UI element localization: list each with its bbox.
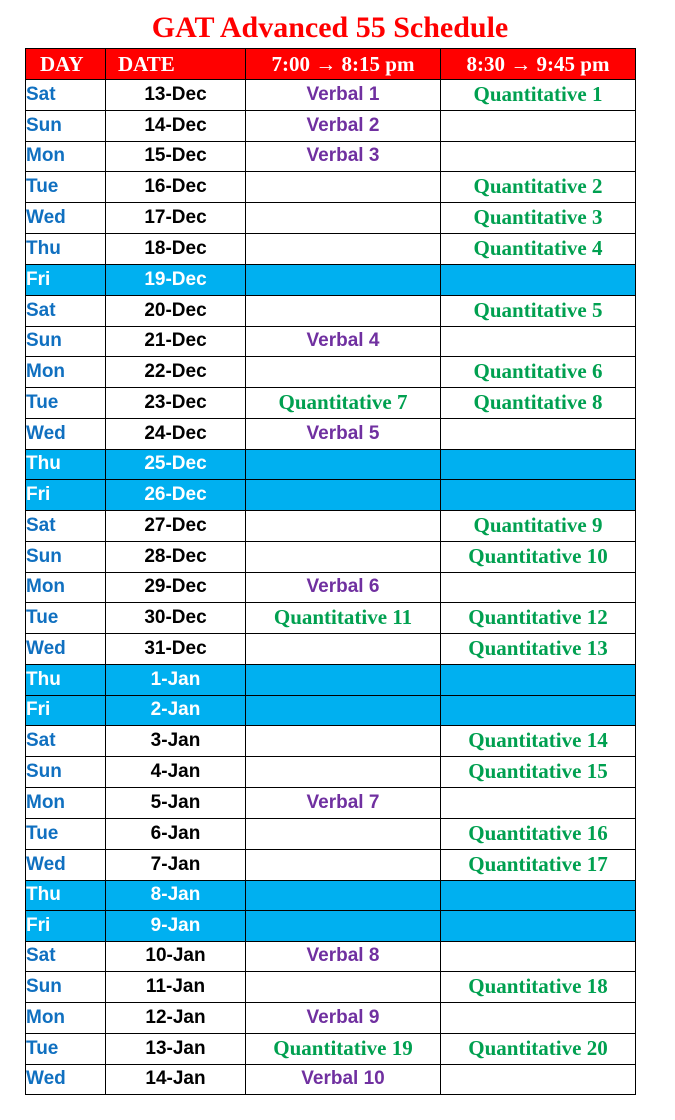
slot-1-cell: [246, 1033, 441, 1064]
slot-2-cell: [441, 419, 636, 450]
table-row: [26, 141, 636, 172]
table-row-holiday: [26, 911, 636, 942]
day-cell: Mon: [26, 572, 106, 603]
day-cell: Wed: [26, 419, 106, 450]
quantitative-session: Quantitative 20: [468, 1035, 608, 1060]
verbal-session: Verbal 9: [306, 1006, 380, 1028]
table-row: [26, 172, 636, 203]
date-cell: 30-Dec: [106, 603, 246, 634]
date-cell: 29-Dec: [106, 572, 246, 603]
quantitative-session: Quantitative 4: [473, 236, 603, 260]
slot-2-cell: [441, 695, 636, 726]
slot-1-cell: [246, 665, 441, 696]
slot-1-cell: [246, 234, 441, 265]
slot-1-cell: [246, 941, 441, 972]
date-cell: 7-Jan: [106, 849, 246, 880]
quantitative-session: Quantitative 8: [473, 390, 603, 414]
slot-1-cell: [246, 357, 441, 388]
date-cell: 14-Jan: [106, 1064, 246, 1095]
slot-1-cell: [246, 388, 441, 419]
day-cell: Thu: [26, 449, 106, 480]
slot-2-cell: [441, 480, 636, 511]
table-row: [26, 818, 636, 849]
day-cell: Mon: [26, 141, 106, 172]
slot-1-cell: [246, 203, 441, 234]
slot-2-cell: [441, 510, 636, 541]
day-cell: Mon: [26, 788, 106, 819]
table-row-holiday: [26, 665, 636, 696]
slot-2-cell: [441, 265, 636, 296]
verbal-session: Verbal 8: [306, 945, 380, 967]
schedule-body: [26, 80, 636, 1095]
slot-1-cell: [246, 510, 441, 541]
slot-1-cell: [246, 1064, 441, 1095]
date-cell: 8-Jan: [106, 880, 246, 911]
slot-1-cell: [246, 788, 441, 819]
slot-1-cell: [246, 911, 441, 942]
date-cell: 28-Dec: [106, 541, 246, 572]
slot-2-cell: [441, 541, 636, 572]
slot-1-cell: [246, 295, 441, 326]
day-cell: Fri: [26, 265, 106, 296]
slot-1-cell: [246, 972, 441, 1003]
slot-2-cell: [441, 203, 636, 234]
day-cell: Sun: [26, 111, 106, 142]
table-row: [26, 849, 636, 880]
date-cell: 12-Jan: [106, 1003, 246, 1034]
date-cell: 4-Jan: [106, 757, 246, 788]
slot-2-cell: [441, 757, 636, 788]
slot-2-cell: [441, 665, 636, 696]
day-cell: Thu: [26, 665, 106, 696]
header-slot-2: 8:30 → 9:45 pm: [441, 49, 636, 80]
slot-2-cell: [441, 388, 636, 419]
quantitative-session: Quantitative 5: [473, 297, 603, 322]
day-cell: Fri: [26, 480, 106, 511]
quantitative-session: Quantitative 10: [468, 543, 608, 568]
header-row: [26, 49, 636, 80]
slot-1-cell: [246, 849, 441, 880]
day-cell: Tue: [26, 172, 106, 203]
table-row: [26, 541, 636, 572]
date-cell: 25-Dec: [106, 449, 246, 480]
verbal-session: Verbal 7: [306, 791, 380, 813]
day-cell: Wed: [26, 849, 106, 880]
slot-1-cell: [246, 634, 441, 665]
slot-2-cell: [441, 818, 636, 849]
day-cell: Tue: [26, 818, 106, 849]
table-row: [26, 111, 636, 142]
day-cell: Tue: [26, 1033, 106, 1064]
day-cell: Tue: [26, 603, 106, 634]
slot-1-cell: [246, 480, 441, 511]
day-cell: Wed: [26, 634, 106, 665]
verbal-session: Verbal 1: [306, 84, 380, 105]
day-cell: Sat: [26, 80, 106, 111]
table-row: [26, 788, 636, 819]
date-cell: 10-Jan: [106, 941, 246, 972]
date-cell: 31-Dec: [106, 634, 246, 665]
table-row-holiday: [26, 265, 636, 296]
table-row: [26, 572, 636, 603]
quantitative-session: Quantitative 12: [468, 605, 608, 629]
day-cell: Thu: [26, 234, 106, 265]
slot-2-cell: [441, 172, 636, 203]
slot-2-cell: [441, 1064, 636, 1095]
slot-2-cell: [441, 788, 636, 819]
slot-1-cell: [246, 726, 441, 757]
slot-1-cell: [246, 80, 441, 111]
date-cell: 3-Jan: [106, 726, 246, 757]
slot-1-cell: [246, 449, 441, 480]
date-cell: 6-Jan: [106, 818, 246, 849]
quantitative-session: Quantitative 15: [468, 759, 608, 783]
day-cell: Mon: [26, 1003, 106, 1034]
day-cell: Fri: [26, 695, 106, 726]
quantitative-session: Quantitative 16: [468, 820, 608, 845]
slot-1-cell: [246, 757, 441, 788]
date-cell: 21-Dec: [106, 326, 246, 357]
date-cell: 19-Dec: [106, 265, 246, 296]
header-slot-1: 7:00 → 8:15 pm: [246, 49, 441, 80]
day-cell: Sat: [26, 510, 106, 541]
header-day: DAY: [26, 49, 106, 80]
day-cell: Wed: [26, 203, 106, 234]
date-cell: 13-Jan: [106, 1033, 246, 1064]
verbal-session: Verbal 10: [301, 1068, 385, 1090]
day-cell: Sat: [26, 726, 106, 757]
date-cell: 1-Jan: [106, 665, 246, 696]
date-cell: 17-Dec: [106, 203, 246, 234]
table-row: [26, 357, 636, 388]
slot-2-cell: [441, 880, 636, 911]
day-cell: Mon: [26, 357, 106, 388]
slot-1-cell: [246, 603, 441, 634]
date-cell: 16-Dec: [106, 172, 246, 203]
slot-1-cell: [246, 419, 441, 450]
table-row: [26, 941, 636, 972]
day-cell: Sun: [26, 972, 106, 1003]
table-row: [26, 726, 636, 757]
page-title: GAT Advanced 55 Schedule: [151, 11, 509, 44]
slot-2-cell: [441, 911, 636, 942]
quantitative-session: Quantitative 7: [278, 390, 408, 414]
table-row-holiday: [26, 449, 636, 480]
date-cell: 26-Dec: [106, 480, 246, 511]
date-cell: 9-Jan: [106, 911, 246, 942]
table-row: [26, 295, 636, 326]
slot-1-cell: [246, 111, 441, 142]
day-cell: Tue: [26, 388, 106, 419]
date-cell: 27-Dec: [106, 510, 246, 541]
quantitative-session: Quantitative 19: [273, 1035, 413, 1060]
date-cell: 2-Jan: [106, 695, 246, 726]
table-row: [26, 634, 636, 665]
table-row: [26, 80, 636, 111]
slot-2-cell: [441, 972, 636, 1003]
table-row: [26, 203, 636, 234]
day-cell: Sat: [26, 941, 106, 972]
slot-1-cell: [246, 326, 441, 357]
slot-1-cell: [246, 818, 441, 849]
table-row-holiday: [26, 880, 636, 911]
slot-2-cell: [441, 726, 636, 757]
quantitative-session: Quantitative 6: [473, 359, 603, 383]
quantitative-session: Quantitative 14: [468, 728, 608, 752]
date-cell: 15-Dec: [106, 141, 246, 172]
slot-2-cell: [441, 572, 636, 603]
verbal-session: Verbal 5: [306, 422, 380, 444]
table-row: [26, 510, 636, 541]
table-row: [26, 603, 636, 634]
header-date: DATE: [106, 49, 246, 80]
day-cell: Sun: [26, 541, 106, 572]
date-cell: 13-Dec: [106, 80, 246, 111]
table-row: [26, 1003, 636, 1034]
slot-1-cell: [246, 541, 441, 572]
day-cell: Sun: [26, 326, 106, 357]
date-cell: 24-Dec: [106, 419, 246, 450]
quantitative-session: Quantitative 9: [473, 512, 603, 537]
verbal-session: Verbal 3: [306, 145, 380, 167]
table-row: [26, 1064, 636, 1095]
slot-1-cell: [246, 880, 441, 911]
day-cell: Thu: [26, 880, 106, 911]
slot-2-cell: [441, 234, 636, 265]
slot-2-cell: [441, 1003, 636, 1034]
verbal-session: Verbal 4: [306, 330, 380, 352]
slot-2-cell: [441, 295, 636, 326]
slot-2-cell: [441, 449, 636, 480]
slot-1-cell: [246, 141, 441, 172]
date-cell: 5-Jan: [106, 788, 246, 819]
verbal-session: Verbal 2: [306, 114, 380, 136]
slot-2-cell: [441, 326, 636, 357]
quantitative-session: Quantitative 1: [473, 82, 603, 106]
table-row: [26, 388, 636, 419]
slot-2-cell: [441, 603, 636, 634]
quantitative-session: Quantitative 13: [468, 636, 608, 660]
date-cell: 22-Dec: [106, 357, 246, 388]
schedule-table: [25, 48, 636, 1095]
slot-2-cell: [441, 80, 636, 111]
quantitative-session: Quantitative 3: [473, 205, 603, 229]
day-cell: Sat: [26, 295, 106, 326]
slot-1-cell: [246, 572, 441, 603]
day-cell: Sun: [26, 757, 106, 788]
table-row-holiday: [26, 695, 636, 726]
slot-1-cell: [246, 695, 441, 726]
slot-2-cell: [441, 1033, 636, 1064]
day-cell: Wed: [26, 1064, 106, 1095]
table-row: [26, 1033, 636, 1064]
quantitative-session: Quantitative 11: [273, 605, 413, 629]
date-cell: 18-Dec: [106, 234, 246, 265]
slot-1-cell: [246, 172, 441, 203]
date-cell: 14-Dec: [106, 111, 246, 142]
table-row: [26, 972, 636, 1003]
verbal-session: Verbal 6: [306, 576, 380, 598]
slot-2-cell: [441, 141, 636, 172]
quantitative-session: Quantitative 18: [468, 974, 608, 998]
date-cell: 11-Jan: [106, 972, 246, 1003]
table-row: [26, 757, 636, 788]
slot-2-cell: [441, 111, 636, 142]
slot-1-cell: [246, 265, 441, 296]
quantitative-session: Quantitative 17: [468, 851, 608, 876]
day-cell: Fri: [26, 911, 106, 942]
date-cell: 20-Dec: [106, 295, 246, 326]
table-row: [26, 326, 636, 357]
slot-2-cell: [441, 849, 636, 880]
slot-2-cell: [441, 941, 636, 972]
table-row-holiday: [26, 480, 636, 511]
table-row: [26, 419, 636, 450]
slot-2-cell: [441, 634, 636, 665]
date-cell: 23-Dec: [106, 388, 246, 419]
table-row: [26, 234, 636, 265]
slot-2-cell: [441, 357, 636, 388]
quantitative-session: Quantitative 2: [473, 174, 603, 198]
slot-1-cell: [246, 1003, 441, 1034]
